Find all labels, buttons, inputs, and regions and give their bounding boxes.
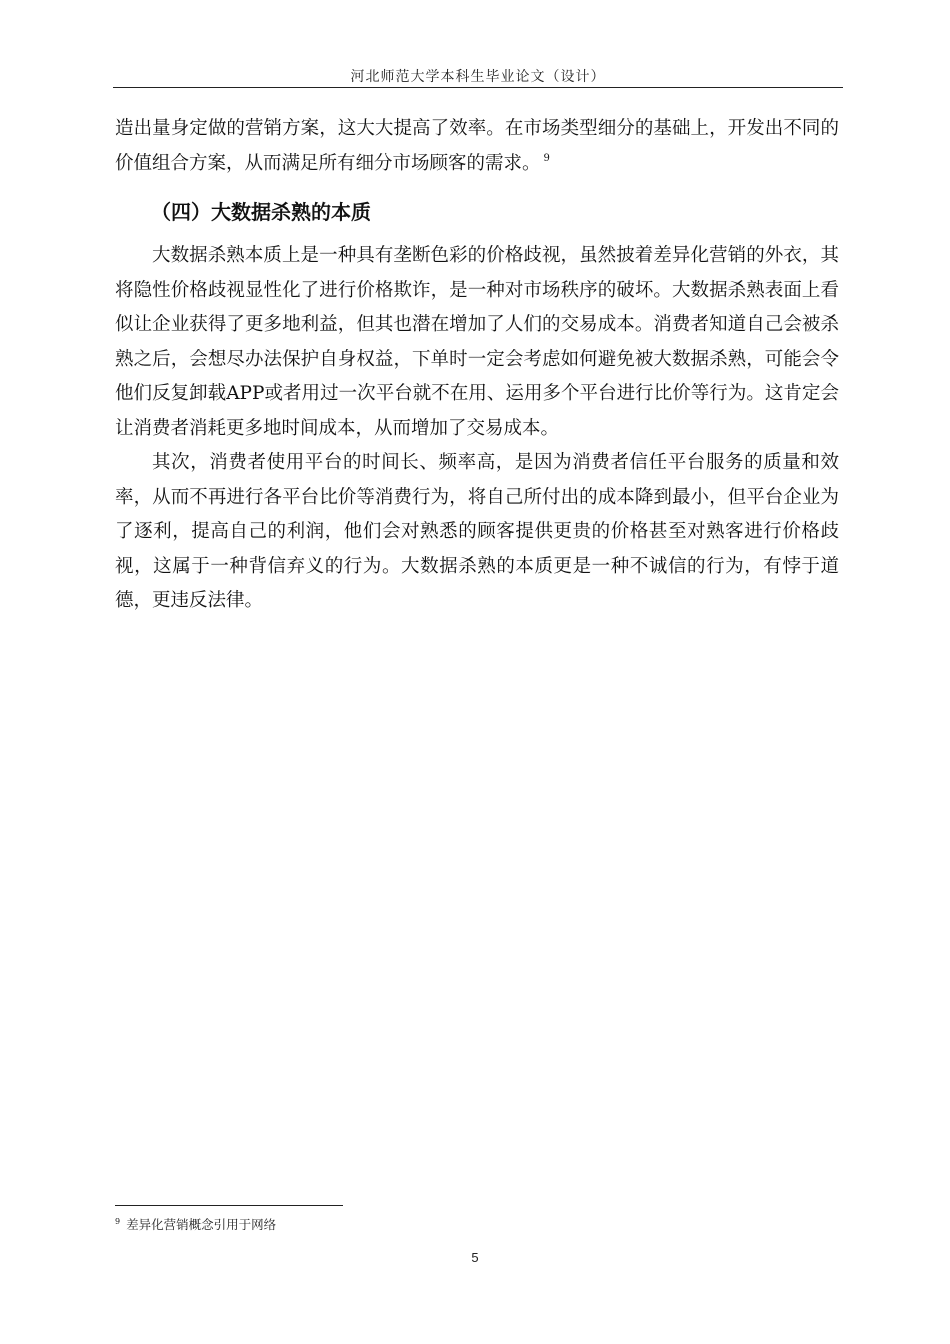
page-header: 河北师范大学本科生毕业论文（设计） [350, 69, 606, 85]
header-rule [113, 87, 843, 88]
section-heading: （四）大数据杀熟的本质 [151, 200, 371, 224]
footnote [115, 1213, 276, 1234]
footnote-reference[interactable]: 9 [543, 153, 550, 165]
body-text [115, 112, 839, 619]
paragraph-continued-text: 造出量身定做的营销方案，这大大提高了效率。在市场类型细分的基础上，开发出不同的价值组合方案，从而满足所有细分市场顾客的需求。 [115, 118, 839, 174]
paragraph-continued [115, 112, 839, 181]
footnote-rule [115, 1205, 343, 1206]
page-number: 5 [471, 1250, 479, 1265]
paragraph-1: 大数据杀熟本质上是一种具有垄断色彩的价格歧视，虽然披着差异化营销的外衣，其将隐性价格歧视显性化了进行价格欺诈，是一种对市场秩序的破坏。大数据杀熟表面上看似让企业获得了更多地利益，但其也潜在增加了人们的交易成本。消费者知道自己会被杀熟之后，会想尽办法保护自身权益，下单时一定会考虑如何避免被大数据杀熟，可能会令他们反复卸载APP或者用过一次平台就不在用、运用多个平台进行比价等行为。这肯定会让消费者消耗更多地时间成本，从而增加了交易成本。 [115, 245, 839, 439]
paragraph-2: 其次，消费者使用平台的时间长、频率高，是因为消费者信任平台服务的质量和效率，从而不再进行各平台比价等消费行为，将自己所付出的成本降到最小，但平台企业为了逐利，提高自己的利润，他们会对熟悉的顾客提供更贵的价格甚至对熟客进行价格歧视，这属于一种背信弃义的行为。大数据杀熟的本质更是一种不诚信的行为，有悖于道德，更违反法律。 [115, 452, 839, 611]
footnote-text: 差异化营销概念引用于网络 [126, 1217, 277, 1233]
footnote-number: 9 [115, 1217, 121, 1226]
